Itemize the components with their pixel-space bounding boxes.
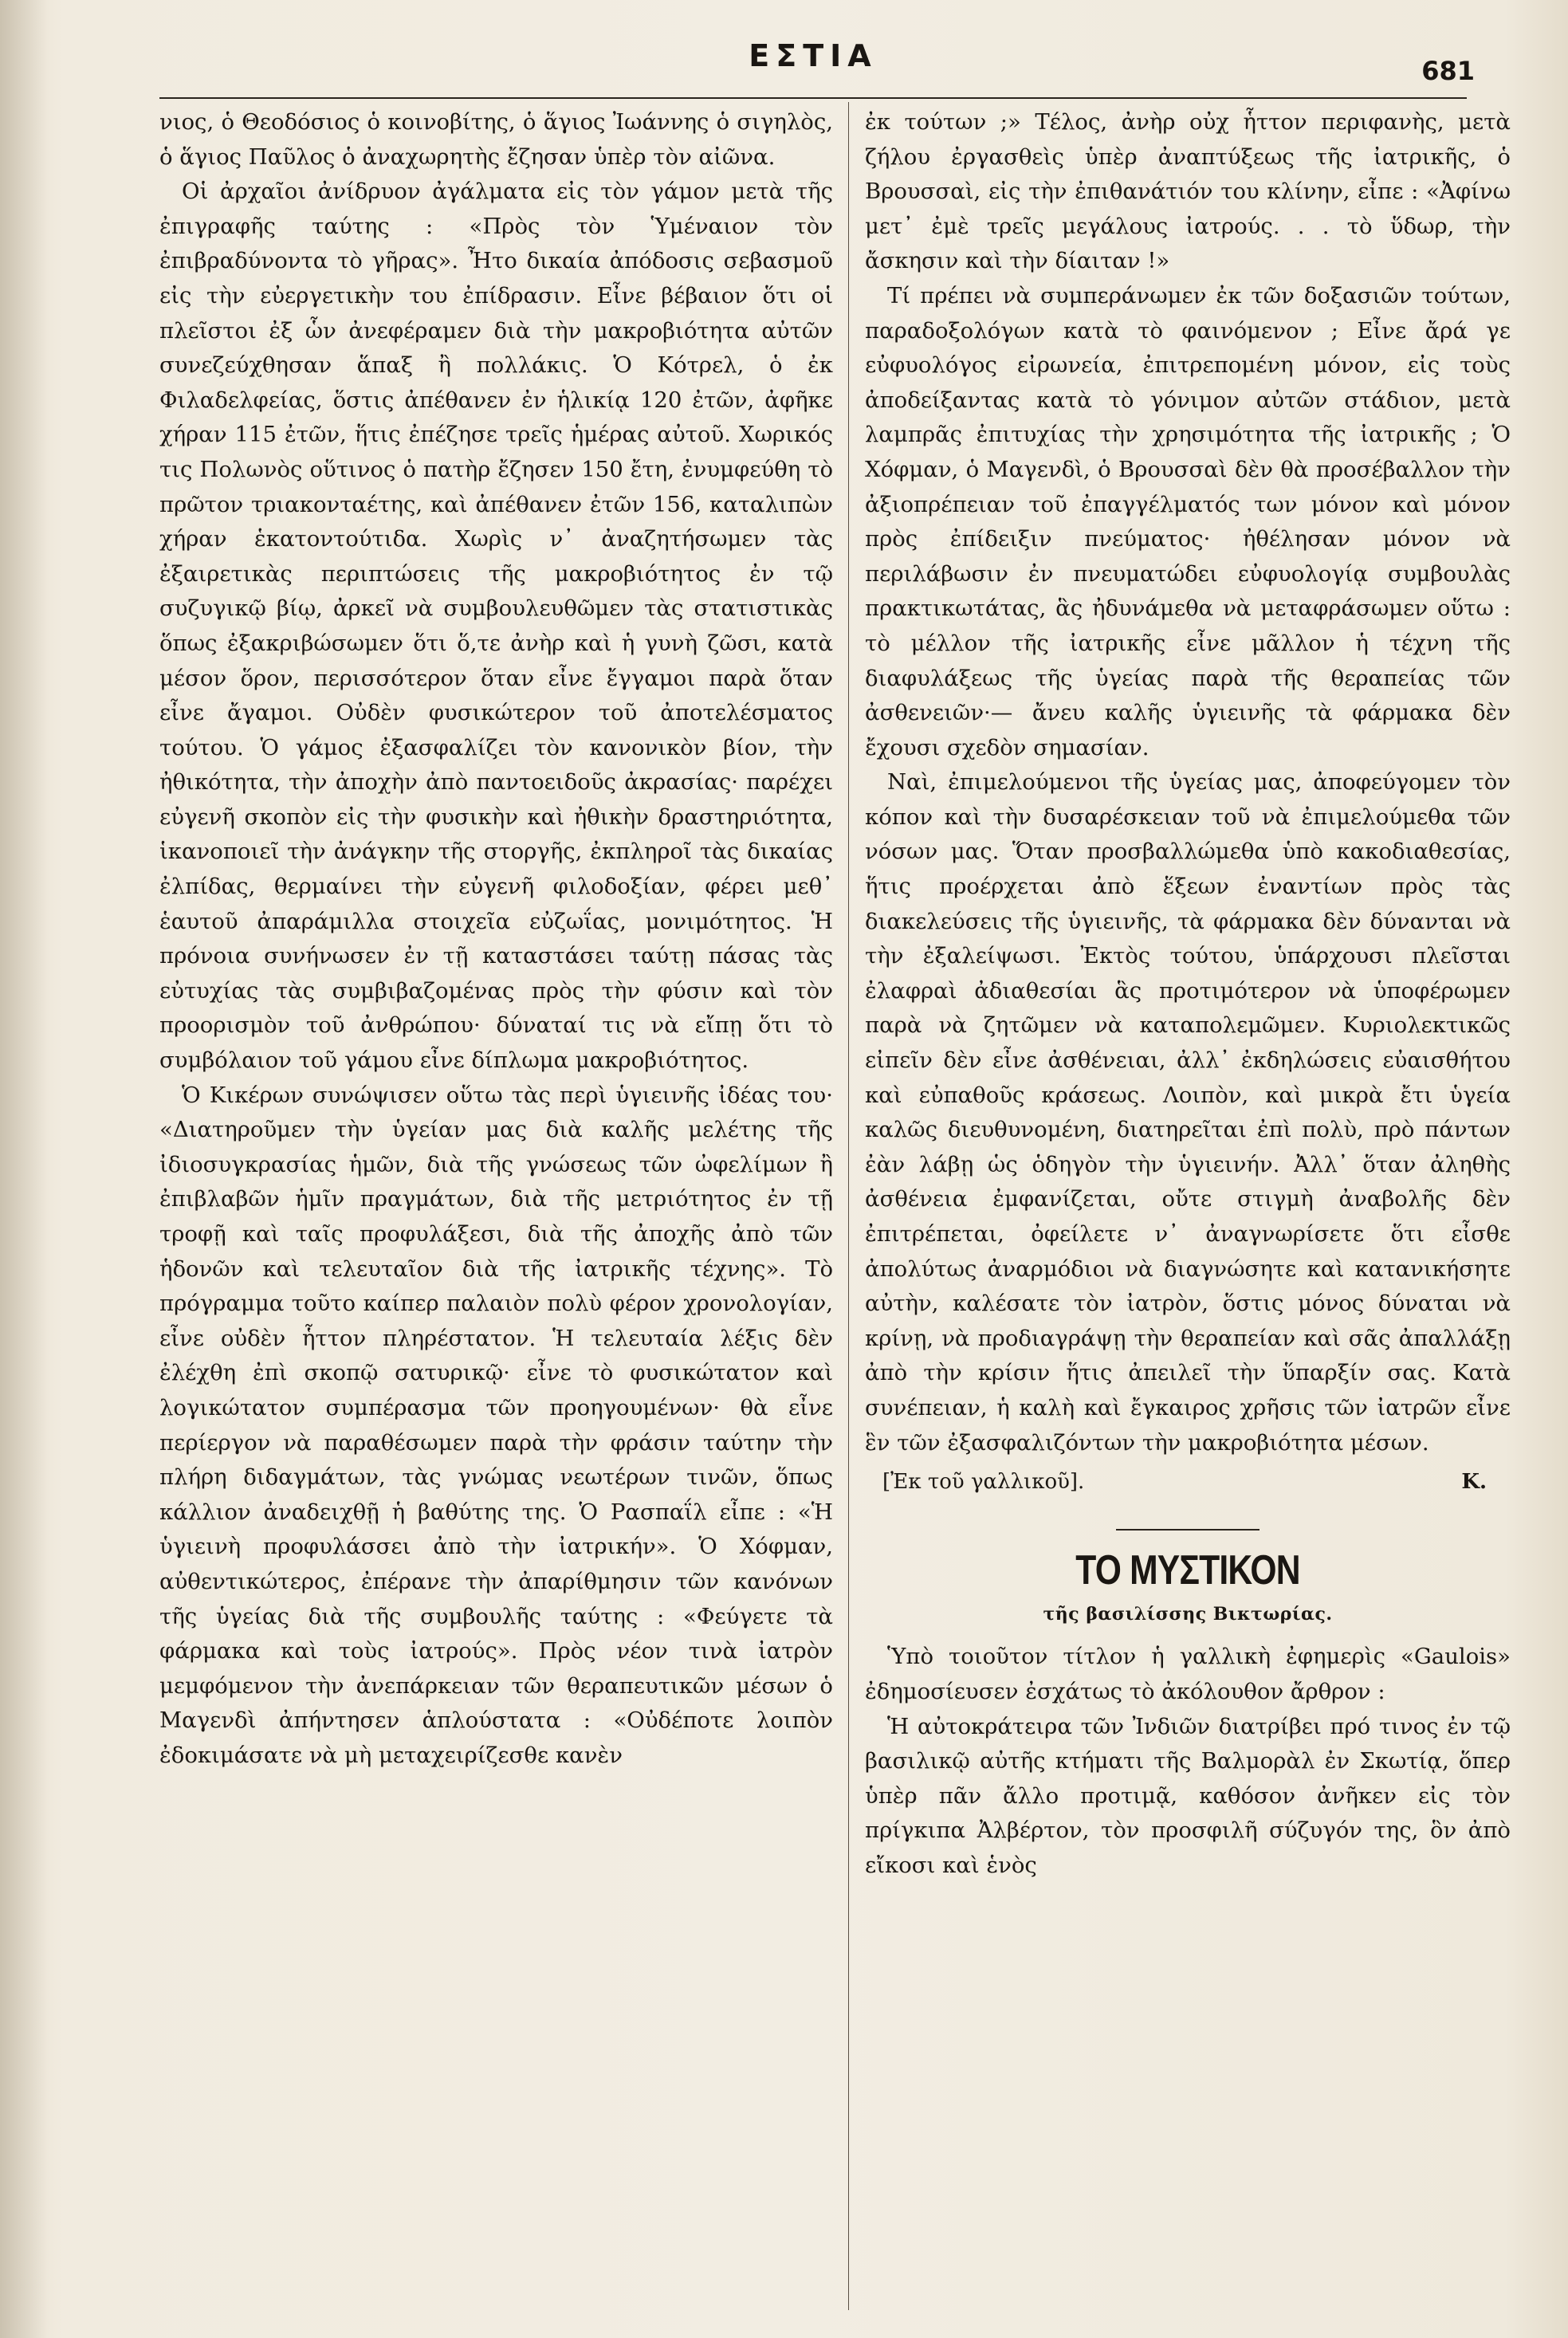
author-signature: Κ. <box>1461 1470 1487 1495</box>
page-header <box>159 38 1475 86</box>
header-rule <box>159 97 1467 99</box>
source-attribution <box>865 1465 1511 1500</box>
left-column <box>159 105 833 1774</box>
right-column <box>865 105 1511 1884</box>
article-title: ΤΟ ΜΥΣΤΙΚΟΝ <box>1075 1546 1300 1593</box>
page-number: 681 <box>1421 56 1475 86</box>
binding-shadow <box>0 0 48 2338</box>
article-paragraph: Ὑπὸ τοιοῦτον τίτλον ἡ γαλλικὴ ἐφημερὶς «Gaulois» ἐδημοσίευσεν ἐσχάτως τὸ ἀκόλουθον ἄρθρον : <box>865 1644 1511 1704</box>
source-note: [Ἐκ τοῦ γαλλικοῦ]. <box>882 1470 1085 1495</box>
article-paragraph: νιος, ὁ Θεοδόσιος ὁ κοινοβίτης, ὁ ἅγιος Ἰωάννης ὁ σιγηλὸς, ὁ ἅγιος Παῦλος ὁ ἀναχωρητὴς ἔζησαν ὑπὲρ τὸν αἰῶνα. <box>159 109 833 170</box>
article-paragraph: Ναὶ, ἐπιμελούμενοι τῆς ὑγείας μας, ἀποφεύγομεν τὸν κόπον καὶ τὴν δυσαρέσκειαν τοῦ νὰ ἐπιμελούμεθα τῶν νόσων μας. Ὅταν προσβαλλώμεθα ὑπὸ κακοδιαθεσίας, ἥτις προέρχεται ἀπὸ ἕξεων ἐναντίων πρὸς τὰς διακελεύσεις τῆς ὑγιεινῆς, τὰ φάρμακα δὲν δύνανται νὰ τὴν ἐξαλείψωσι. Ἐκτὸς τούτου, ὑπάρχουσι πλεῖσται ἐλαφραὶ ἀδιαθεσίαι ἃς προτιμότερον νὰ ὑποφέρωμεν παρὰ νὰ ζητῶμεν νὰ καταπολεμῶμεν. Κυριολεκτικῶς εἰπεῖν δὲν εἶνε ἀσθένειαι, ἀλλ᾽ ἐκδηλώσεις εὐαισθήτου καὶ εὐπαθοῦς κράσεως. Λοιπὸν, καὶ μικρὰ ἔτι ὑγεία καλῶς διευθυνομένη, διατηρεῖται ἐπὶ πολὺ, πρὸ πάντων ἐὰν λάβῃ ὡς ὁδηγὸν τὴν ὑγιεινήν. Ἀλλ᾽ ὅταν ἀληθὴς ἀσθένεια ἐμφανίζεται, οὔτε στιγμὴ ἀναβολῆς δὲν ἐπιτρέπεται, ὀφείλετε ν᾽ ἀναγνωρίσετε ὅτι εἶσθε ἀπολύτως ἀναρμόδιοι νὰ διαγνώσητε καὶ κατανικήσητε αὐτὴν, καλέσατε τὸν ἰατρὸν, ὅστις μόνος δύναται νὰ κρίνῃ, νὰ προδιαγράψῃ τὴν θεραπείαν καὶ σᾶς ἀπαλλάξῃ ἀπὸ τὴν κρίσιν ἥτις ἀπειλεῖ τὴν ὕπαρξίν σας. Κατὰ συνέπειαν, ἡ καλὴ καὶ ἔγκαιρος χρῆσις τῶν ἰατρῶν εἶνε ἓν τῶν ἐξασφαλιζόντων τὴν μακροβιότητα μέσων. <box>865 769 1511 1456</box>
article-paragraph: ἐκ τούτων ;» Τέλος, ἀνὴρ οὐχ ἧττον περιφανὴς, μετὰ ζήλου ἐργασθεὶς ὑπὲρ ἀναπτύξεως τῆς ἰατρικῆς, ὁ Βρουσσαὶ, εἰς τὴν ἐπιθανάτιόν του κλίνην, εἶπε : «Ἀφίνω μετ᾽ ἐμὲ τρεῖς μεγάλους ἰατρούς. . . τὸ ὕδωρ, τὴν ἄσκησιν καὶ τὴν δίαιταν !» <box>865 109 1511 274</box>
column-divider <box>848 102 849 2310</box>
article-paragraph: Τί πρέπει νὰ συμπεράνωμεν ἐκ τῶν δοξασιῶν τούτων, παραδοξολόγων κατὰ τὸ φαινόμενον ; Εἶνε ἄρά γε εὐφυολόγος εἰρωνεία, ἐπιτρεπομένη μόνον, εἰς τοὺς ἀποδείξαντας κατὰ τὸ γόνιμον αὐτῶν στάδιον, μετὰ λαμπρᾶς ἐπιτυχίας τὴν χρησιμότητα τῆς ἰατρικῆς ; Ὁ Χόφμαν, ὁ Μαγενδὶ, ὁ Βρουσσαὶ δὲν θὰ προσέβαλλον τὴν ἀξιοπρέπειαν τοῦ ἐπαγγέλματός των μόνον καὶ μόνον πρὸς ἐπίδειξιν πνεύματος· ἠθέλησαν μόνον νὰ περιλάβωσιν ἐν πνευματώδει εὐφυολογίᾳ συμβουλὰς πρακτικωτάτας, ἃς ἠδυνάμεθα νὰ μεταφράσωμεν οὕτω : τὸ μέλλον τῆς ἰατρικῆς εἶνε μᾶλλον ἡ τέχνη τῆς διαφυλάξεως τῆς ὑγείας παρὰ τῆς θεραπείας τῶν ἀσθενειῶν·— ἄνευ καλῆς ὑγιεινῆς τὰ φάρμακα δὲν ἔχουσι σχεδὸν σημασίαν. <box>865 282 1511 760</box>
article-paragraph: Ἡ αὐτοκράτειρα τῶν Ἰνδιῶν διατρίβει πρό τινος ἐν τῷ βασιλικῷ αὐτῆς κτήματι τῆς Βαλμορὰλ ἐν Σκωτίᾳ, ὅπερ ὑπὲρ πᾶν ἄλλο προτιμᾷ, καθόσον ἀνῆκεν εἰς τὸν πρίγκιπα Ἀλβέρτον, τὸν προσφιλῆ σύζυγόν της, ὃν ἀπὸ εἴκοσι καὶ ἑνὸς <box>865 1713 1511 1878</box>
article-subtitle: τῆς βασιλίσσης Βικτωρίας. <box>1043 1603 1333 1625</box>
section-rule <box>1116 1529 1260 1531</box>
article-paragraph: Οἱ ἀρχαῖοι ἀνίδρυον ἀγάλματα εἰς τὸν γάμον μετὰ τῆς ἐπιγραφῆς ταύτης : «Πρὸς τὸν Ὑμέναιον τὸν ἐπιβραδύνοντα τὸ γῆρας». Ἦτο δικαία ἀπόδοσις σεβασμοῦ εἰς τὴν εὐεργετικὴν του ἐπίδρασιν. Εἶνε βέβαιον ὅτι οἱ πλεῖστοι ἐξ ὧν ἀνεφέραμεν διὰ τὴν μακροβιότητα αὐτῶν συνεζεύχθησαν ἅπαξ ἢ πολλάκις. Ὁ Κότρελ, ὁ ἐκ Φιλαδελφείας, ὅστις ἀπέθανεν ἐν ἡλικίᾳ 120 ἐτῶν, ἀφῆκε χήραν 115 ἐτῶν, ἥτις ἐπέζησε τρεῖς ἡμέρας αὐτοῦ. Χωρικός τις Πολωνὸς οὕτινος ὁ πατὴρ ἔζησεν 150 ἔτη, ἐνυμφεύθη τὸ πρῶτον τριακονταέτης, καὶ ἀπέθανεν ἐτῶν 156, καταλιπὼν χήραν ἑκατοντούτιδα. Χωρὶς ν᾽ ἀναζητήσωμεν τὰς ἐξαιρετικὰς περιπτώσεις τῆς μακροβιότητος ἐν τῷ συζυγικῷ βίῳ, ἀρκεῖ νὰ συμβουλευθῶμεν τὰς στατιστικὰς ὅπως ἐξακριβώσωμεν ὅτι ὅ,τε ἀνὴρ καὶ ἡ γυνὴ ζῶσι, κατὰ μέσον ὅρον, περισσότερον ὅταν εἶνε ἔγγαμοι παρὰ ὅταν εἶνε ἄγαμοι. Οὐδὲν φυσικώτερον τοῦ ἀποτελέσματος τούτου. Ὁ γάμος ἐξασφαλίζει τὸν κανονικὸν βίον, τὴν ἠθικότητα, τὴν ἀποχὴν ἀπὸ παντοειδοῦς ἀκρασίας· παρέχει εὐγενῆ σκοπὸν εἰς τὴν φυσικὴν καὶ ἠθικὴν δραστηριότητα, ἱκανοποιεῖ τὴν ἀνάγκην τῆς στοργῆς, ἐκπληροῖ τὰς δικαίας ἐλπίδας, θερμαίνει τὴν εὐγενῆ φιλοδοξίαν, φέρει μεθ᾽ ἑαυτοῦ ἀπαράμιλλα στοιχεῖα εὐζωΐας, μονιμότητος. Ἡ πρόνοια συνήνωσεν ἐν τῇ καταστάσει ταύτῃ πάσας τὰς εὐτυχίας τὰς συμβιβαζομένας πρὸς τὴν φύσιν καὶ τὸν προορισμὸν τοῦ ἀνθρώπου· δύναταί τις νὰ εἴπῃ ὅτι τὸ συμβόλαιον τοῦ γάμου εἶνε δίπλωμα μακροβιότητος. <box>159 179 833 1074</box>
journal-title: ΕΣΤΙΑ <box>749 38 878 73</box>
article-paragraph: Ὁ Κικέρων συνώψισεν οὕτω τὰς περὶ ὑγιεινῆς ἰδέας του· «Διατηροῦμεν τὴν ὑγείαν μας διὰ καλῆς μελέτης τῆς ἰδιοσυγκρασίας ἡμῶν, διὰ τῆς γνώσεως τῶν ὠφελίμων ἢ ἐπιβλαβῶν ἡμῖν πραγμάτων, διὰ τῆς μετριότητος ἐν τῇ τροφῇ καὶ ταῖς προφυλάξεσι, διὰ τῆς ἀποχῆς ἀπὸ τῶν ἡδονῶν καὶ τελευταῖον διὰ τῆς ἰατρικῆς τέχνης». Τὸ πρόγραμμα τοῦτο καίπερ παλαιὸν πολὺ φέρον χρονολογίαν, εἶνε οὐδὲν ἧττον πληρέστατον. Ἡ τελευταία λέξις δὲν ἐλέχθη ἐπὶ σκοπῷ σατυρικῷ· εἶνε τὸ φυσικώτατον καὶ λογικώτατον συμπέρασμα τῶν προηγουμένων· θὰ εἶνε περίεργον νὰ παραθέσωμεν παρὰ τὴν φράσιν ταύτην τὴν πλήρη διδαγμάτων, τὰς γνώμας νεωτέρων τινῶν, ὅπως κάλλιον ἀναδειχθῇ ἡ βαθύτης της. Ὁ Ρασπαΐλ εἶπε : «Ἡ ὑγιεινὴ προφυλάσσει ἀπὸ τὴν ἰατρικήν». Ὁ Χόφμαν, αὐθεντικώτερος, ἐπέρανε τὴν ἀπαρίθμησιν τῶν κανόνων τῆς ὑγείας διὰ τῆς συμβουλῆς ταύτης : «Φεύγετε τὰ φάρμακα καὶ τοὺς ἰατρούς». Πρὸς νέον τινὰ ἰατρὸν μεμφόμενον τὴν ἀνεπάρκειαν τῶν θεραπευτικῶν μέσων ὁ Μαγενδὶ ἀπήντησεν ἁπλούστατα : «Οὐδέποτε λοιπὸν ἐδοκιμάσατε νὰ μὴ μεταχειρίζεσθε κανὲν <box>159 1082 833 1768</box>
